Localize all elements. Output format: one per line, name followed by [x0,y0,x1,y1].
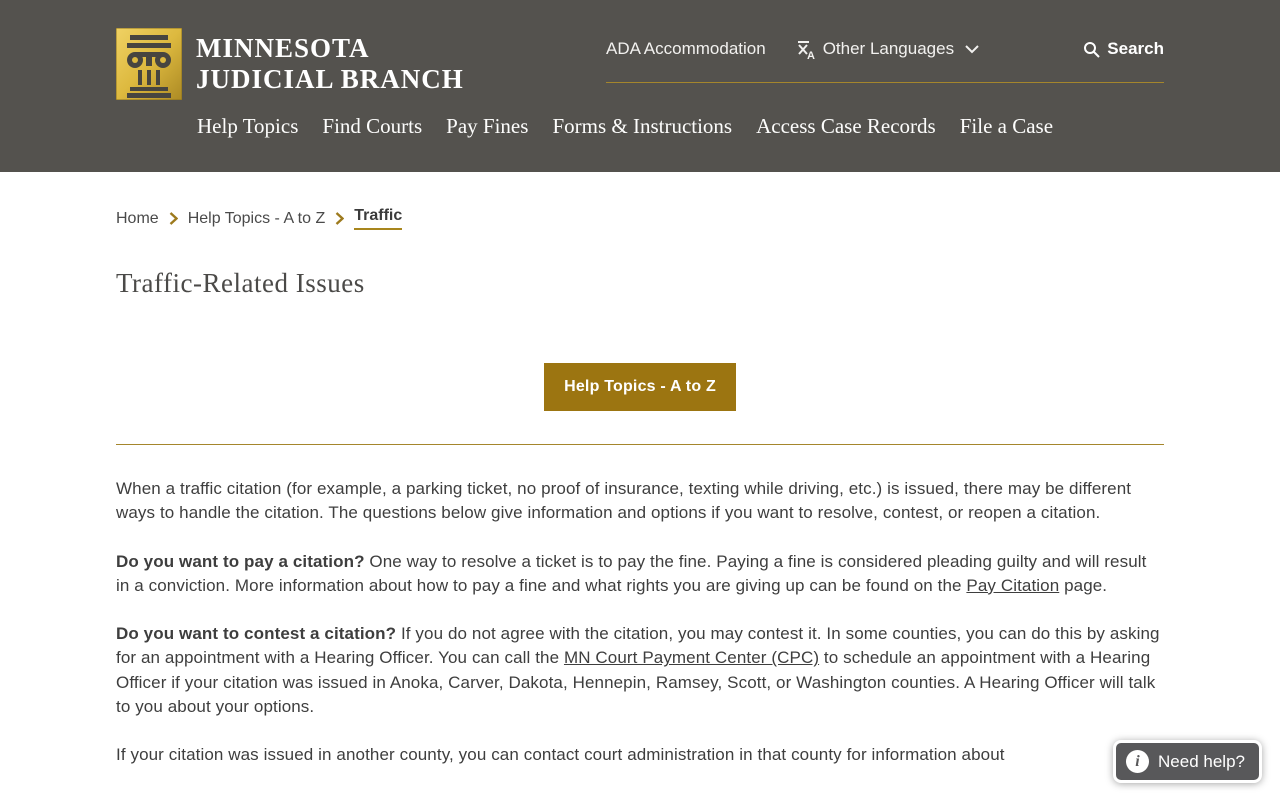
body-paragraph [116,550,1164,599]
chevron-down-icon [965,45,979,54]
site-header [0,0,1280,172]
info-icon: i [1126,750,1149,773]
brand-logo[interactable] [116,28,464,100]
body-text: When a traffic citation (for example, a parking ticket, no proof of insurance, texting while driving, etc.) is issued, there may be different ways to handle the citation. The questions below give information and options if you want to resolve, contest, or reopen a citation. [116,479,1132,523]
main-content [116,207,1164,768]
search-icon [1083,41,1100,58]
breadcrumb-help-topics-a-to-z[interactable]: Help Topics - A to Z [187,209,326,227]
utility-nav [606,38,1164,83]
bold-lead-in: Do you want to pay a citation? [116,551,365,571]
other-languages-dropdown[interactable]: A Other Languages [794,38,979,60]
body-paragraphs [116,477,1164,768]
main-nav-item-access-case-records[interactable]: Access Case Records [756,114,936,138]
brand-wordmark: MINNESOTA JUDICIAL BRANCH [196,33,464,94]
body-text: to schedule an appointment with a Hearing Officer if your citation was issued in Anoka, Carver, Dakota, Hennepin, Ramsey, Scott, or Washington counties. A Hearing Officer will talk to you about your options. [116,648,1156,717]
main-nav-item-find-courts[interactable]: Find Courts [322,114,423,138]
body-paragraph [116,622,1164,719]
main-nav [116,114,1164,139]
column-logo-icon [116,28,182,100]
page-title: Traffic-Related Issues [116,268,365,298]
main-nav-item-forms-instructions[interactable]: Forms & Instructions [552,114,733,138]
body-text: page. [1059,575,1108,595]
need-help-button[interactable]: i Need help? [1113,740,1262,783]
main-nav-item-help-topics[interactable]: Help Topics [197,114,299,138]
ada-accommodation-link[interactable]: ADA Accommodation [606,39,766,58]
breadcrumb-chevron-icon [169,212,178,225]
svg-text:A: A [806,50,815,60]
bold-lead-in: Do you want to contest a citation? [116,624,397,644]
search-button[interactable]: Search [1083,39,1164,59]
inline-link[interactable]: MN Court Payment Center (CPC) [563,648,820,668]
body-text: If your citation was issued in another county, you can contact court administration in that county for information about [116,745,1005,765]
breadcrumb-home[interactable]: Home [116,209,159,227]
translate-icon [794,38,816,60]
breadcrumb-traffic: Traffic [354,207,402,230]
main-nav-item-pay-fines[interactable]: Pay Fines [446,114,529,138]
inline-link[interactable]: Pay Citation [966,575,1060,595]
breadcrumb [116,207,1164,230]
body-text: If you do not agree with the citation, you may contest it. In some counties, you can do this by asking for an appointment with a Hearing Officer. You can call the [116,624,1160,668]
main-nav-item-file-a-case[interactable]: File a Case [959,114,1054,138]
body-text: One way to resolve a ticket is to pay the fine. Paying a fine is considered pleading guilty and will result in a conviction. More information about how to pay a fine and what rights you are giving up can be found on the [116,551,1147,595]
body-paragraph [116,743,1164,767]
help-topics-a-to-z-button[interactable]: Help Topics - A to Z [544,363,736,411]
breadcrumb-chevron-icon [335,212,344,225]
gold-divider [116,444,1164,445]
body-paragraph [116,477,1164,526]
